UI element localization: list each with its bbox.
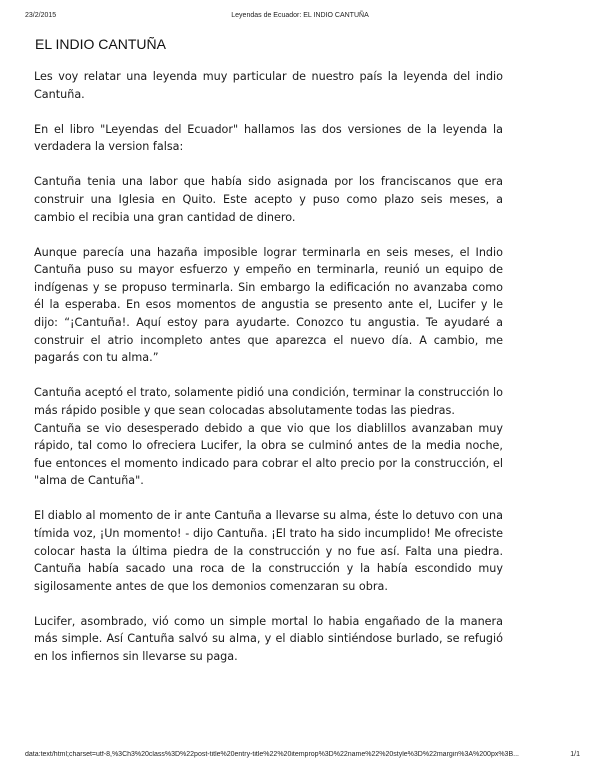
print-date: 23/2/2015 [25,12,57,19]
paragraph-construction-done: Cantuña se vio desesperado debido a que vio que los diablillos avanzaban muy rápido, tal como lo ofreciera Lucifer, la obra se culminó antes de la media noche, fue entonces el momento indicado para cobrar el alto precio por la construcción, el "alma de Cantuña". [34,421,503,488]
paragraph-condition: Cantuña aceptó el trato, solamente pidió una condición, terminar la construcción lo más rápido posible y que sean colocadas absolutamente todas las piedras. [34,386,503,417]
post-title: EL INDIO CANTUÑA [35,36,166,52]
paragraph-intro: Les voy relatar una leyenda muy particular de nuestro país la leyenda del indio Cantuña. [34,70,503,101]
paragraph-church-task: Cantuña tenia una labor que había sido asignada por los franciscanos que era construir una Iglesia en Quito. Este acepto y puso como plazo seis meses, a cambio el recibia una gran cantidad de dinero. [34,175,503,224]
print-footer [0,751,600,761]
paragraph-missing-stone: El diablo al momento de ir ante Cantuña a llevarse su alma, éste lo detuvo con una tímida voz, ¡Un momento! - dijo Cantuña. ¡El trato ha sido incumplido! Me ofreciste colocar hasta la última piedra de la construcción y no fue así. Falta una piedra. Cantuña había sacado una roca de la construcción y la había escondido muy sigilosamente antes de que los demonios comenzaran su obra. [34,509,503,593]
print-header [0,12,600,22]
print-url: data:text/html;charset=utf-8,%3Ch3%20class%3D%22post-title%20entry-title%22%20itemprop%3D%22name%22%20style%3D%22margin%3A%200px%3B... [25,751,519,758]
print-page-title: Leyendas de Ecuador: EL INDIO CANTUÑA [231,12,369,19]
paragraph-ending: Lucifer, asombrado, vió como un simple mortal lo habia engañado de la manera más simple. Así Cantuña salvó su alma, y el diablo sintiéndose burlado, se refugió en los infiernos sin llevarse su paga. [34,614,503,664]
paragraph-lucifer-offer: Aunque parecía una hazaña imposible lograr terminarla en seis meses, el Indio Cantuña puso su mayor esfuerzo y empeño en terminarla, reunió un equipo de indígenas y se propuso terminarla. Sin embargo la edificación no avanzaba como él la esperaba. En esos momentos de angustia se presento ante el, Lucifer y le dijo: “¡Cantuña!. Aquí estoy para ayudarte. Conozco tu angustia. Te ayudaré a construir el atrio incompleto antes que aparezca el nuevo día. A cambio, me pagarás con tu alma.” [34,245,503,365]
paragraph-book-versions: En el libro "Leyendas del Ecuador" hallamos las dos versiones de la leyenda la verdadera la version falsa: [34,122,503,154]
page-number: 1/1 [570,751,580,758]
post-body [34,68,503,683]
